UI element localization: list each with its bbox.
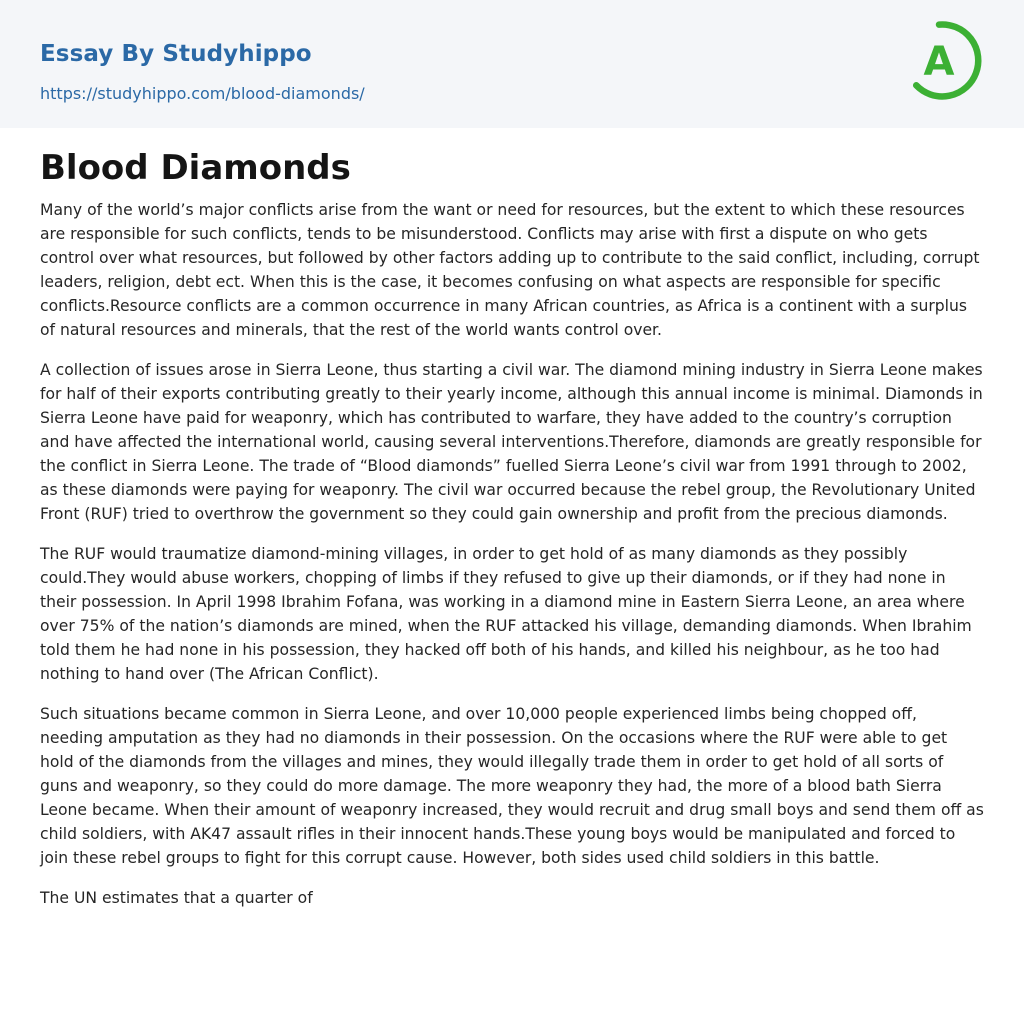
studyhippo-logo-icon[interactable] [910,18,988,106]
essay-url-link[interactable]: https://studyhippo.com/blood-diamonds/ [40,84,365,103]
article-paragraph: Many of the world’s major conflicts arise from the want or need for resources, but the extent to which these resources are responsible for such conflicts, tends to be misunderstood. Conflicts may arise with first a dispute on who gets control over what resources, but followed by other factors adding up to contribute to the said conflict, including, corrupt leaders, religion, debt ect. When this is the case, it becomes confusing on what aspects are responsible for specific conflicts.Resource conflicts are a common occurrence in many African countries, as Africa is a continent with a surplus of natural resources and minerals, that the rest of the world wants control over. [40,201,980,339]
article-paragraph: Such situations became common in Sierra Leone, and over 10,000 people experienced limbs being chopped off, needing amputation as they had no diamonds in their possession. On the occasions where the RUF were able to get hold of the diamonds from the villages and mines, they would illegally trade them in order to get hold of all sorts of guns and weaponry, so they could do more damage. The more weaponry they had, the more of a blood bath Sierra Leone became. When their amount of weaponry increased, they would recruit and drug small boys and send them off as child soldiers, with AK47 assault rifles in their innocent hands.These young boys would be manipulated and forced to join these rebel groups to fight for this corrupt cause. However, both sides used child soldiers in this battle. [40,705,984,867]
page-title: Blood Diamonds [40,148,351,188]
article-paragraph: The RUF would traumatize diamond-mining villages, in order to get hold of as many diamonds as they possibly could.They would abuse workers, chopping of limbs if they refused to give up their diamonds, or if they had none in their possession. In April 1998 Ibrahim Fofana, was working in a diamond mine in Eastern Sierra Leone, an area where over 75% of the nation’s diamonds are mined, when the RUF attacked his village, demanding diamonds. When Ibrahim told them he had none in his possession, they hacked off both of his hands, and killed his neighbour, as he too had nothing to hand over (The African Conflict). [40,545,972,683]
logo-letter: A [923,39,955,85]
article-paragraph: The UN estimates that a quarter of [40,889,313,907]
site-header [0,0,1024,128]
site-brand-title[interactable]: Essay By Studyhippo [40,41,312,67]
article-paragraph: A collection of issues arose in Sierra Leone, thus starting a civil war. The diamond mining industry in Sierra Leone makes for half of their exports contributing greatly to their yearly income, although this annual income is minimal. Diamonds in Sierra Leone have paid for weaponry, which has contributed to warfare, they have added to the country’s corruption and have affected the international world, causing several interventions.Therefore, diamonds are greatly responsible for the conflict in Sierra Leone. The trade of “Blood diamonds” fuelled Sierra Leone’s civil war from 1991 through to 2002, as these diamonds were paying for weaponry. The civil war occurred because the rebel group, the Revolutionary United Front (RUF) tried to overthrow the government so they could gain ownership and profit from the precious diamonds. [40,361,983,523]
article-body [40,144,984,926]
